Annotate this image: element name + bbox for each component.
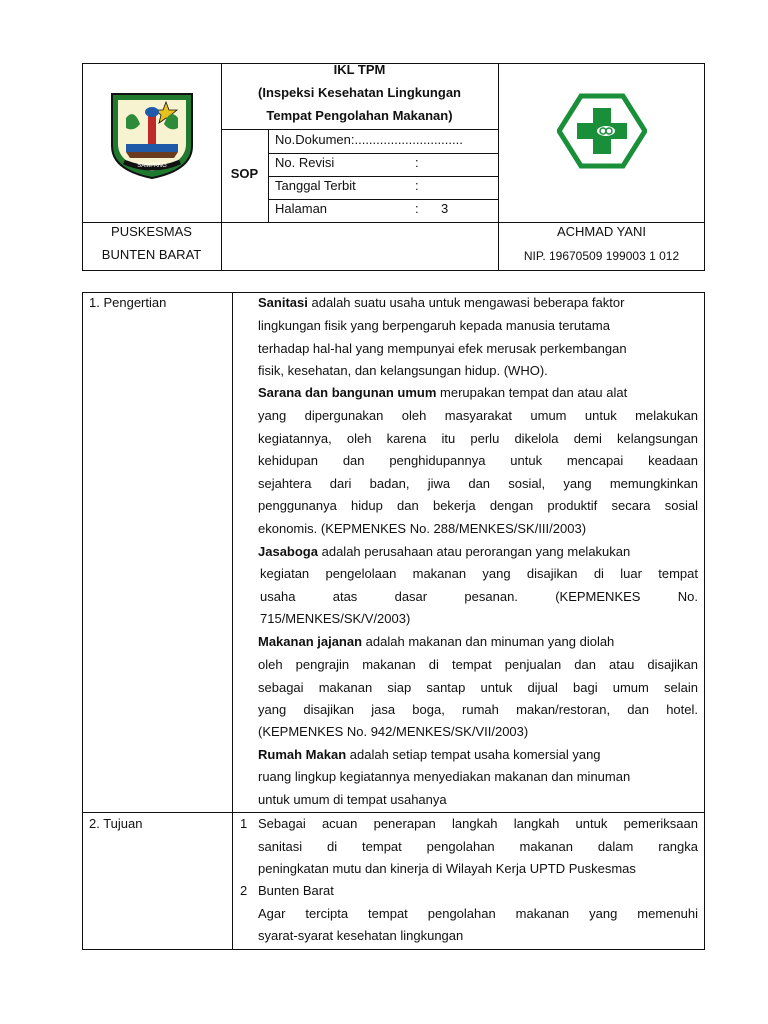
text-line: sejahtera dari badan, jiwa dan sosial, yang memungkinkan [258, 476, 698, 491]
text-line: sanitasi di tempat pengolahan makanan dalam rangka [258, 839, 698, 854]
text-line: penggunanya hidup dan bekerja dengan produktif secara sosial [258, 498, 698, 513]
text-line: fisik, kesehatan, dan kelangsungan hidup. (WHO). [258, 363, 548, 378]
text-line: kegiatan pengelolaan makanan yang disajikan di luar tempat [260, 566, 698, 581]
text-line: peningkatan mutu dan kinerja di Wilayah Kerja UPTD Puskesmas [258, 861, 636, 876]
text-line: Sebagai acuan penerapan langkah langkah untuk pemeriksaan [258, 816, 698, 831]
text-line: terhadap hal-hal yang mempunyai efek merusak perkembangan [258, 341, 627, 356]
definition-makanan-jajanan: Makanan jajanan adalah makanan dan minuman yang diolah [258, 634, 615, 649]
text-line: kehidupan dan penghidupannya untuk mencapai keadaan [258, 453, 698, 468]
field-no-dokumen: No.Dokumen:.............................. [275, 132, 463, 147]
puskesmas-name: BUNTEN BARAT [101, 247, 202, 262]
health-cross-logo [557, 92, 647, 170]
field-tanggal-sep: : [415, 178, 419, 193]
doc-title-line1: IKL TPM [333, 62, 386, 77]
text-line: ekonomis. (KEPMENKES No. 288/MENKES/SK/III/2003) [258, 521, 587, 536]
text-line: Agar tercipta tempat pengolahan makanan yang memenuhi [258, 906, 698, 921]
field-tanggal-terbit: Tanggal Terbit [275, 178, 356, 193]
definition-rumah-makan: Rumah Makan adalah setiap tempat usaha komersial yang [258, 747, 601, 762]
sop-label: SOP [230, 166, 259, 181]
definition-jasaboga: Jasaboga adalah perusahaan atau perorangan yang melakukan [258, 544, 631, 559]
doc-title-line3: Tempat Pengolahan Makanan) [266, 108, 453, 123]
text-line: sebagai makanan siap santap untuk dijual bagi umum selain [258, 680, 698, 695]
field-halaman-sep: : [415, 201, 419, 216]
signatory-name: ACHMAD YANI [556, 224, 647, 239]
text-line: kegiatannya, oleh karena itu perlu dikelola demi kelangsungan [258, 431, 698, 446]
text-line: usaha atas dasar pesanan. (KEPMENKES No. [260, 589, 698, 604]
field-halaman-value: 3 [441, 201, 449, 216]
svg-text:SAMPANG: SAMPANG [137, 163, 167, 169]
text-line: ruang lingkup kegiatannya menyediakan makanan dan minuman [258, 769, 631, 784]
signatory-nip: NIP. 19670509 199003 1 012 [523, 249, 680, 263]
text-line: yang dipergunakan oleh masyarakat umum untuk melakukan [258, 408, 698, 423]
field-no-revisi: No. Revisi [275, 155, 335, 170]
regency-logo [104, 88, 200, 180]
tujuan-number-2: 2 [240, 883, 248, 898]
text-line: syarat-syarat kesehatan lingkungan [258, 928, 464, 943]
text-line: 715/MENKES/SK/V/2003) [260, 611, 411, 626]
text-line: yang disajikan jasa boga, rumah makan/restoran, dan hotel. [258, 702, 698, 717]
tujuan-number-1: 1 [240, 816, 248, 831]
definition-sanitasi: Sanitasi adalah suatu usaha untuk mengawasi beberapa faktor [258, 295, 625, 310]
puskesmas-label: PUSKESMAS [111, 224, 192, 239]
field-no-revisi-sep: : [415, 155, 419, 170]
section-tujuan-label: 2. Tujuan [89, 816, 143, 831]
section-pengertian-label: 1. Pengertian [89, 295, 167, 310]
text-line: lingkungan fisik yang berpengaruh kepada manusia terutama [258, 318, 610, 333]
text-line: (KEPMENKES No. 942/MENKES/SK/VII/2003) [258, 724, 529, 739]
field-halaman: Halaman [275, 201, 328, 216]
text-line: oleh pengrajin makanan di tempat penjualan dan atau disajikan [258, 657, 698, 672]
text-line: untuk umum di tempat usahanya [258, 792, 447, 807]
doc-title-line2: (Inspeksi Kesehatan Lingkungan [258, 85, 461, 100]
text-line: Bunten Barat [258, 883, 334, 898]
definition-sarana: Sarana dan bangunan umum merupakan tempat dan atau alat [258, 385, 628, 400]
